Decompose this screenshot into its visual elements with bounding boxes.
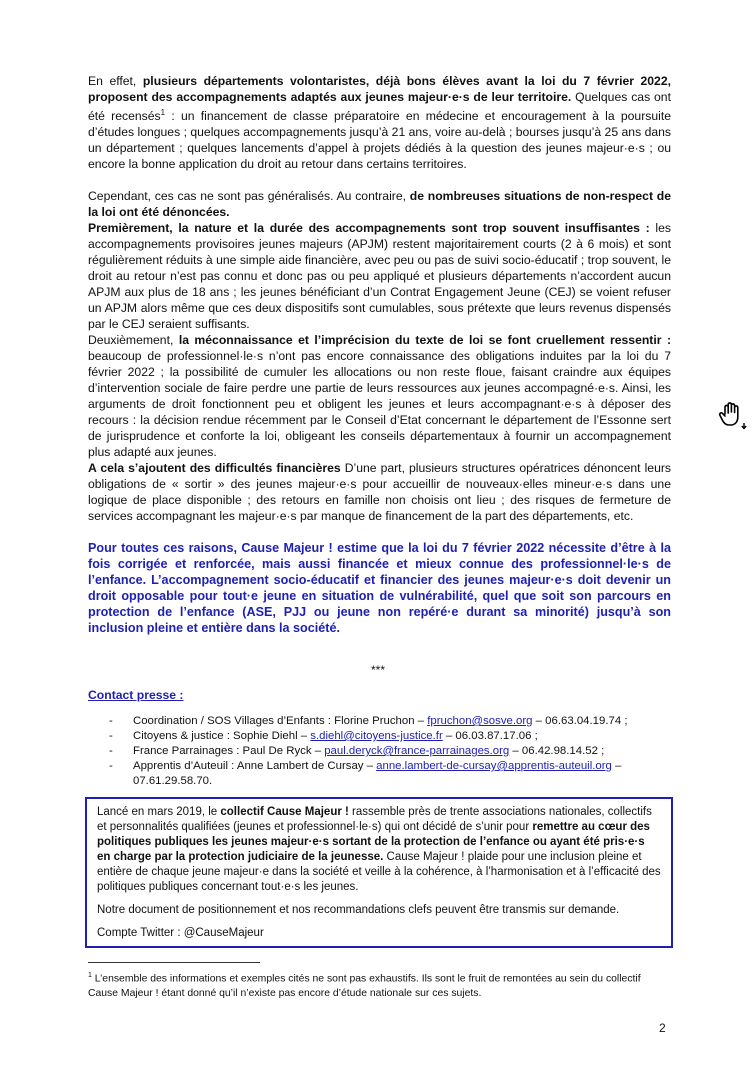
contact-item bbox=[109, 729, 669, 744]
contact-item bbox=[109, 744, 669, 759]
text: Quelques cas ont été recensés bbox=[88, 90, 671, 124]
bold-text: remettre au cœur des politiques publiques les jeunes majeur·e·s sortant de la protection de l’enfance ou ayant été pris·e·s en charge par la protection judiciaire de la jeunesse. bbox=[97, 821, 650, 863]
contact-item bbox=[109, 759, 669, 789]
paragraph-3 bbox=[88, 220, 671, 332]
email-link[interactable]: paul.deryck@france-parrainages.org bbox=[324, 745, 510, 757]
bold-text: collectif Cause Majeur ! bbox=[220, 806, 349, 818]
contact-phone: – 06.03.87.17.06 ; bbox=[442, 730, 538, 742]
paragraph-2 bbox=[88, 188, 671, 220]
text: beaucoup de professionnel·le·s n’ont pas encore connaissance des obligations induites par la loi du 7 février 2022 ; la possibilité de cumuler les allocations ou non reste floue, faisant craindre aux équipes d’intervention sociale de faire perdre une partie de leurs ressources aux jeunes accompagné·e·s. Ainsi, les arguments de droit fonctionnent peu et obligent les jeunes et leurs accompagnant·e·s à déposer des recours : la décision rendue récemment par le Conseil d’Etat concernant le département de l’Essonne sert de jurisprudence et conforte la loi, obligeant les conseils départementaux à fournir un accompagnement plus adapté aux jeunes. bbox=[88, 349, 671, 460]
footnote-text: L’ensemble des informations et exemples cités ne sont pas exhaustifs. Ils sont le fruit de remontées au sein du collectif Cause Majeur ! étant donné qu’il n’existe pas encore d’étude nationale sur ces sujets. bbox=[88, 973, 641, 1000]
main-text bbox=[88, 73, 671, 636]
separator-stars: *** bbox=[370, 663, 385, 677]
about-paragraph bbox=[97, 805, 661, 895]
paragraph-5 bbox=[88, 460, 671, 524]
text: rassemble près de trente associations nationales, collectifs et personnalités qualifiées (jeunes et professionnel·le·s) qui ont décidé de s’unir pour bbox=[97, 806, 652, 833]
footnote bbox=[88, 968, 673, 1001]
text: Cependant, ces cas ne sont pas généralisés. Au contraire, bbox=[88, 189, 410, 204]
text: Deuxièmement, bbox=[88, 333, 179, 348]
bold-text: Premièrement, la nature et la durée des accompagnements sont trop souvent insuffisantes : bbox=[88, 221, 650, 236]
bold-text: de nombreuses situations de non-respect de la loi ont été dénoncées. bbox=[88, 189, 671, 220]
contact-title: Contact presse : bbox=[88, 688, 184, 702]
email-link[interactable]: fpruchon@sosve.org bbox=[427, 715, 533, 727]
paragraph-4 bbox=[88, 332, 671, 460]
contact-phone: – 06.42.98.14.52 ; bbox=[509, 745, 605, 757]
hand-cursor-icon bbox=[716, 398, 750, 432]
contact-list bbox=[109, 714, 669, 789]
text: Lancé en mars 2019, le bbox=[97, 806, 221, 818]
contact-label: France Parrainages : Paul De Ryck – bbox=[133, 745, 325, 757]
page-number: 2 bbox=[659, 1021, 666, 1035]
bold-text: A cela s’ajoutent des difficultés financières bbox=[88, 461, 341, 476]
text: D’une part, plusieurs structures opératrices dénoncent leurs obligations de « sortir » des jeunes majeur·e·s pour accueillir de nouveaux·elles mineur·e·s dans une logique de place disponible ; des retours en famille non choisis ont lieu ; des risques de fermeture de services accompagnant les majeur·e·s par manque de financement de la part des départements, etc. bbox=[88, 461, 671, 524]
footnote-separator bbox=[88, 962, 260, 963]
text: les accompagnements provisoires jeunes majeurs (APJM) restent majoritairement courts (2 à 6 mois) et sont régulièrement réduits à une simple aide financière, avec peu ou pas de suivi socio-éducatif ; trop souvent, le droit au retour n’est pas connu et donc pas ou peu appliqué et plusieurs départements n’accordent aucun APJM aux plus de 18 ans ; les jeunes bénéficiant d’un Contrat Engagement Jeune (CEJ) se voient refuser un APJM alors même que ces deux dispositifs sont cumulables, sous prétexte que leurs revenus dispensés par le CEJ seraient suffisants. bbox=[88, 221, 672, 332]
footnote-number: 1 bbox=[88, 972, 92, 979]
text: : un financement de classe préparatoire en médecine et encouragement à la poursuite d’études longues ; quelques accompagnements jusqu’à 21 ans, voire au-delà ; bourses jusqu’à 25 ans dans un département ; quelques lancements d’appel à projets dédiés à la question des jeunes majeur·e·s ; ou encore la bonne application du droit au retour dans certains territoires. bbox=[88, 109, 671, 172]
contact-label: Apprentis d’Auteuil : Anne Lambert de Cursay – bbox=[133, 760, 377, 772]
text: En effet, bbox=[88, 74, 143, 88]
contact-phone: – 06.63.04.19.74 ; bbox=[532, 715, 628, 727]
about-box bbox=[85, 797, 673, 948]
contact-label: Citoyens & justice : Sophie Diehl – bbox=[133, 730, 311, 742]
about-request: Notre document de positionnement et nos recommandations clefs peuvent être transmis sur demande. bbox=[97, 904, 620, 916]
footnote-ref[interactable]: 1 bbox=[160, 108, 166, 117]
twitter-account: Compte Twitter : @CauseMajeur bbox=[97, 927, 264, 939]
bold-text: la méconnaissance et l’imprécision du texte de loi se font cruellement ressentir : bbox=[178, 333, 672, 348]
email-link[interactable]: anne.lambert-de-cursay@apprentis-auteuil.org bbox=[376, 760, 612, 772]
paragraph-1 bbox=[88, 73, 671, 172]
text: Cause Majeur ! plaide pour une inclusion pleine et entière de chaque jeune majeur·e dans la société et veille à la cohérence, à l’harmonisation et à l’efficacité des politiques publiques concernant tout·e·s les jeunes. bbox=[97, 851, 661, 893]
contact-label: Coordination / SOS Villages d’Enfants : Florine Pruchon – bbox=[133, 715, 428, 727]
contact-item bbox=[109, 714, 669, 729]
email-link[interactable]: s.diehl@citoyens-justice.fr bbox=[310, 730, 443, 742]
contact-phone: – 07.61.29.58.70. bbox=[133, 760, 622, 787]
conclusion-paragraph: Pour toutes ces raisons, Cause Majeur ! estime que la loi du 7 février 2022 nécessite d’être à la fois corrigée et renforcée, mais aussi financée et mieux connue des professionnel·le·s de l’enfance. L’accompagnement socio-éducatif et financier des jeunes majeur·e·s doit devenir un droit opposable pour tout·e jeune en situation de vulnérabilité, quel que soit son parcours en protection de l’enfance (ASE, PJJ ou jeune non repéré·e durant sa minorité) jusqu’à son inclusion pleine et entière dans la société. bbox=[88, 541, 671, 636]
bold-text: plusieurs départements volontaristes, déjà bons élèves avant la loi du 7 février 2022, proposent des accompagnements adaptés aux jeunes majeur·e·s de leur territoire. bbox=[88, 74, 672, 104]
